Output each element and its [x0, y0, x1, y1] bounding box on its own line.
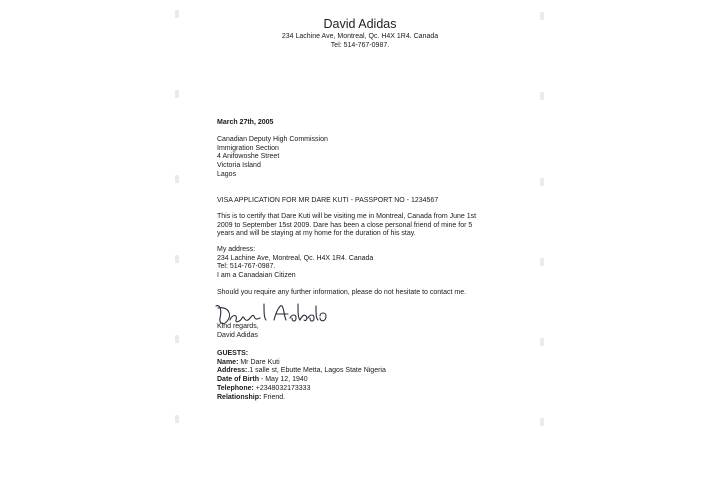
letter-date: March 27th, 2005: [217, 119, 274, 126]
body-paragraph: [217, 213, 476, 239]
recipient-address: [217, 136, 328, 180]
paragraph-line: years and will be staying at my home for the duration of his stay.: [217, 230, 416, 238]
scan-mark: [540, 12, 544, 20]
guest-field-relationship: [217, 394, 386, 403]
field-label: Relationship:: [217, 393, 262, 401]
field-label: Address:: [217, 367, 248, 375]
guest-field-address: [217, 367, 386, 376]
letterhead-tel: Tel: 514-767-0987.: [330, 42, 390, 49]
recipient-line: Lagos: [217, 170, 237, 178]
field-value: Friend.: [261, 393, 286, 401]
guests-heading: GUESTS:: [217, 350, 249, 357]
further-info-line: Should you require any further information, please do not hesitate to contact me.: [217, 289, 467, 296]
guests-block: [217, 350, 386, 402]
paragraph-line: This is to certify that Dare Kuti will be visiting me in Montreal, Canada from June 1st: [217, 213, 477, 220]
recipient-line: Canadian Deputy High Commission: [217, 136, 328, 143]
recipient-line: Immigration Section: [217, 144, 279, 152]
scan-mark: [175, 335, 179, 343]
field-value: - May 12, 1940: [259, 376, 308, 384]
field-value: +2348032173333: [253, 384, 311, 392]
scan-mark: [175, 255, 179, 263]
recipient-line: Victoria Island: [217, 162, 261, 170]
field-value: .1 salle st, Ebutte Metta, Lagos State Nigeria: [247, 367, 386, 375]
my-address-line: Tel: 514-767-0987.: [217, 263, 276, 271]
letterhead-name: David Adidas: [323, 17, 397, 31]
guest-field-dob: [217, 376, 386, 385]
guest-field-telephone: [217, 385, 386, 394]
recipient-line: 4 Anifowoshe Street: [217, 153, 280, 161]
scan-mark: [175, 175, 179, 183]
field-label: Date of Birth: [217, 376, 259, 384]
closing-block: [217, 323, 259, 340]
scan-mark: [540, 338, 544, 346]
subject-line: VISA APPLICATION FOR MR DARE KUTI - PASSPORT NO - 1234567: [217, 197, 439, 204]
closing-name: David Adidas: [217, 331, 258, 339]
my-address-block: [217, 246, 373, 281]
letterhead-address: 234 Lachine Ave, Montreal, Qc. H4X 1R4. Canada: [281, 33, 439, 40]
closing-regards: Kind regards,: [217, 323, 259, 330]
my-address-line: 234 Lachine Ave, Montreal, Qc. H4X 1R4. Canada: [217, 254, 374, 262]
scan-mark: [540, 418, 544, 426]
scan-mark: [540, 178, 544, 186]
field-label: Telephone:: [217, 384, 254, 392]
scan-mark: [540, 92, 544, 100]
paragraph-line: 2009 to September 15st 2009. Dare has been a close personal friend of mine for 5: [217, 221, 473, 229]
field-label: Name:: [217, 358, 239, 366]
scan-mark: [175, 10, 179, 18]
my-address-line: My address:: [217, 246, 256, 253]
guest-field-name: [217, 359, 386, 368]
scan-mark: [540, 258, 544, 266]
scan-mark: [175, 90, 179, 98]
field-value: Mr Dare Kuti: [238, 358, 280, 366]
scan-mark: [175, 415, 179, 423]
my-address-line: I am a Canadaian Citizen: [217, 272, 296, 280]
